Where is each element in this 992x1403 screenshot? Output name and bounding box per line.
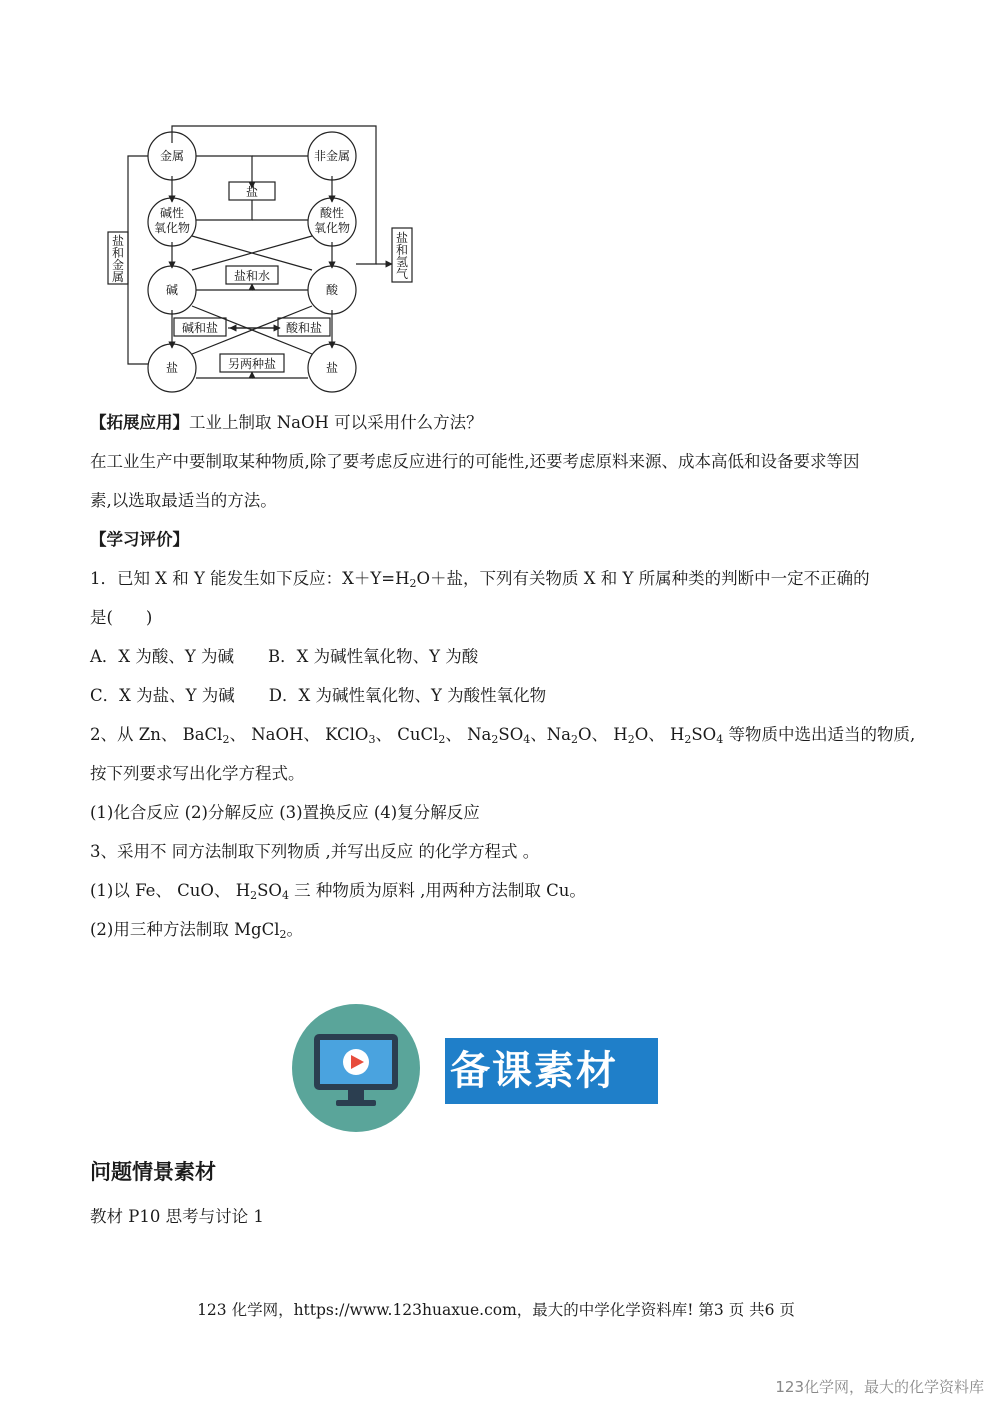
question-3: 3、采用不 同方法制取下列物质 ,并写出反应 的化学方程式 。 [90,842,540,861]
node-acid: 酸 [325,283,339,297]
q1-text-b: O＋盐，下列有关物质 X 和 Y 所属种类的判断中一定不正确的 [416,569,870,588]
q2-sub: 2 [627,733,635,746]
node-salt-right: 盐 [325,361,339,375]
side-left-char3: 金 [111,258,125,272]
q2-sub: 2 [438,733,446,746]
q3-p2-seg: 。 [286,920,303,939]
question-3-part2 [90,918,303,942]
question-3-part1 [90,879,586,903]
side-left-char2: 和 [111,246,125,260]
reaction-relationship-diagram [100,118,420,400]
side-right-char2: 和 [395,243,409,257]
side-left-char4: 属 [111,270,125,284]
option-d: D．X 为碱性氧化物、Y 为酸性氧化物 [268,686,547,705]
q3-p1-sub: 4 [281,889,289,902]
q1-sub: 2 [409,577,417,590]
node-metal: 金属 [159,149,185,163]
node-base: 碱 [165,283,179,297]
q2-sub: 4 [716,733,724,746]
q2-seg: 、Na [530,725,572,744]
q2-sub: 2 [222,733,230,746]
node-acidic-oxide-line1: 酸性 [319,206,345,220]
node-base-salt: 碱和盐 [181,321,219,335]
side-left-char1: 盐 [111,234,125,248]
q2-seg: O、 H [634,725,685,744]
q1-text-a: 1．已知 X 和 Y 能发生如下反应：X＋Y=H [90,569,410,588]
q3-p2-sub: 2 [279,928,287,941]
q2-sub: 4 [523,733,531,746]
q2-sub: 2 [684,733,692,746]
q3-p1-sub: 2 [250,889,258,902]
q2-seg: SO [498,725,524,744]
tuozhan-text: 工业上制取 NaOH 可以采用什么方法？ [189,413,483,432]
q2-seg: O、 H [578,725,628,744]
q3-p1-seg: SO [257,881,282,900]
watermark: 123化学网，最大的化学资料库 [775,1378,984,1396]
answer-line-1: 在工业生产中要制取某种物质,除了要考虑反应进行的可能性,还要考虑原料来源、成本高低和设备要求等因 [90,452,860,471]
q2-sub: 2 [491,733,499,746]
q3-p1-seg: 三 种物质为原料 ,用两种方法制取 Cu。 [288,881,586,900]
q2-sub: 3 [368,733,376,746]
question-2-line3: (1)化合反应 (2)分解反应 (3)置换反应 (4)复分解反应 [90,803,480,822]
node-basic-oxide-line1: 碱性 [159,206,185,220]
q2-seg: 、 CuCl [375,725,439,744]
node-basic-oxide-line2: 氧化物 [153,221,191,235]
banner-label: 备课素材 [450,1048,618,1094]
side-right-char3: 氢 [395,255,409,269]
monitor-play-icon [292,1004,420,1132]
q2-seg: SO [691,725,717,744]
node-acid-salt: 酸和盐 [285,321,323,335]
question-2 [90,723,915,747]
side-right-char1: 盐 [395,231,409,245]
tuozhan-question [90,411,483,435]
question-1 [90,567,870,591]
page-footer: 123 化学网，https://www.123huaxue.com，最大的中学化学资料库! 第3 页 共6 页 [197,1301,795,1319]
section-title: 问题情景素材 [90,1160,216,1184]
option-b: B．X 为碱性氧化物、Y 为酸 [268,647,479,666]
node-other-salts: 另两种盐 [227,357,277,371]
question-2-line2: 按下列要求写出化学方程式。 [90,764,305,783]
question-1-options-cd [90,684,546,708]
option-a: A．X 为酸、Y 为碱 [90,647,235,666]
node-salt-left: 盐 [165,361,179,375]
q2-seg: 、 NaOH、 KClO [229,725,369,744]
q2-sub: 2 [571,733,579,746]
tuozhan-label: 【拓展应用】 [90,413,189,432]
option-c: C．X 为盐、Y 为碱 [90,686,235,705]
q2-seg: 等物质中选出适当的物质, [723,725,916,744]
q2-seg: 、 Na [445,725,492,744]
node-acidic-oxide-line2: 氧化物 [313,221,351,235]
section-subtitle: 教材 P10 思考与讨论 1 [90,1207,264,1226]
side-right-char4: 气 [395,267,409,281]
answer-line-2: 素,以选取最适当的方法。 [90,491,277,510]
learning-evaluation-title: 【学习评价】 [90,530,189,549]
node-salt-top: 盐 [245,185,259,199]
q3-p2-seg: (2)用三种方法制取 MgCl [90,920,280,939]
q3-p1-seg: (1)以 Fe、 CuO、 H [90,881,251,900]
node-nonmetal: 非金属 [313,149,351,163]
question-1-line2: 是( ) [90,608,153,627]
node-salt-water: 盐和水 [233,269,271,283]
q2-seg: 2、从 Zn、 BaCl [90,725,223,744]
question-1-options-ab [90,645,478,669]
